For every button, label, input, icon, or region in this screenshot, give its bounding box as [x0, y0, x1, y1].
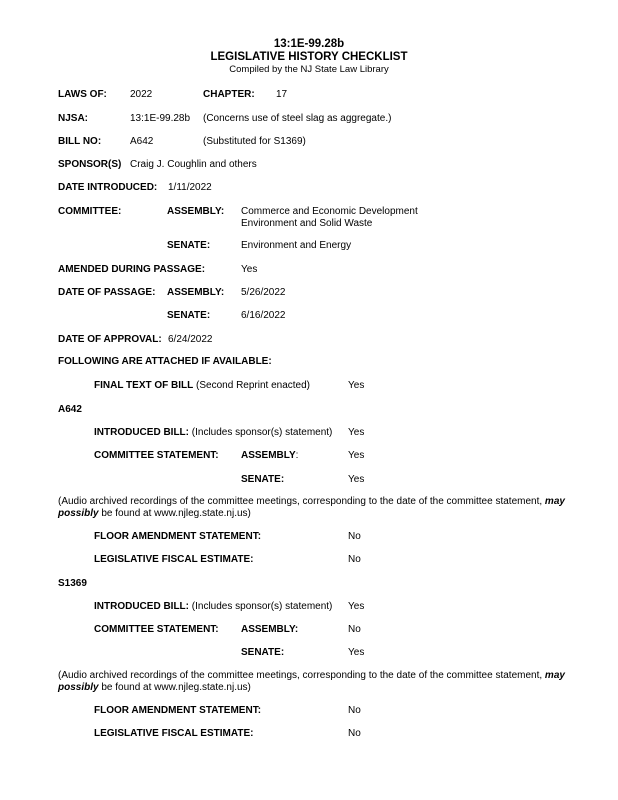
bill-s-audio-post: be found at www.njleg.state.nj.us) [98, 682, 251, 693]
bill-s-id: S1369 [58, 578, 87, 589]
approval-label: DATE OF APPROVAL: [58, 334, 162, 345]
date-introduced-label: DATE INTRODUCED: [58, 182, 158, 193]
bill-a-audio-post: be found at www.njleg.state.nj.us) [98, 508, 251, 519]
bill-s-audio-pre: (Audio archived recordings of the committee meetings, corresponding to the date of the committee statement, [58, 670, 545, 681]
bill-a-introduced [94, 427, 332, 439]
bill-a-cs-assembly-value: Yes [348, 450, 365, 461]
bill-s-cs-assembly-value: No [348, 624, 361, 635]
bill-s-floor-label: FLOOR AMENDMENT STATEMENT: [94, 705, 262, 716]
bill-s-cs-senate-value: Yes [348, 647, 365, 658]
bill-s-floor-value: No [348, 705, 361, 716]
chapter-label: CHAPTER: [203, 89, 255, 100]
committee-senate-value: Environment and Energy [241, 240, 352, 251]
section-number: 13:1E-99.28b [273, 38, 345, 50]
bill-a-cs-senate-label: SENATE: [241, 474, 285, 485]
bill-a-introduced-note: (Includes sponsor(s) statement) [189, 427, 333, 438]
sponsors-label: SPONSOR(S) [58, 159, 122, 170]
amended-value: Yes [241, 264, 258, 275]
bill-a-floor-label: FLOOR AMENDMENT STATEMENT: [94, 531, 262, 542]
bill-a-id: A642 [58, 404, 82, 415]
bill-a-cs-assembly [241, 450, 298, 462]
bill-a-introduced-value: Yes [348, 427, 365, 438]
njsa-label: NJSA: [58, 113, 89, 124]
bill-a-cs-assembly-colon: : [295, 450, 299, 461]
bill-a-audio-note [58, 496, 603, 520]
bill-no-value: A642 [130, 136, 154, 147]
compiled-by: Compiled by the NJ State Law Library [229, 64, 389, 75]
passage-senate-label: SENATE: [167, 310, 211, 321]
sponsors-value: Craig J. Coughlin and others [130, 159, 257, 170]
committee-assembly-line1: Commerce and Economic Development [241, 206, 418, 217]
bill-s-audio-em: may possibly [58, 670, 565, 693]
bill-no-note: (Substituted for S1369) [203, 136, 306, 147]
attached-heading: FOLLOWING ARE ATTACHED IF AVAILABLE: [58, 356, 272, 367]
passage-assembly-value: 5/26/2022 [241, 287, 286, 298]
bill-s-introduced-value: Yes [348, 601, 365, 612]
laws-of-label: LAWS OF: [58, 89, 107, 100]
bill-s-cs-label: COMMITTEE STATEMENT: [94, 624, 219, 635]
passage-label: DATE OF PASSAGE: [58, 287, 156, 298]
final-text-row [94, 380, 310, 392]
final-text-label: FINAL TEXT OF BILL [94, 380, 194, 391]
committee-label: COMMITTEE: [58, 206, 122, 217]
bill-a-fiscal-value: No [348, 554, 361, 565]
final-text-note: (Second Reprint enacted) [193, 380, 310, 391]
bill-no-label: BILL NO: [58, 136, 102, 147]
bill-s-audio-note [58, 670, 603, 694]
bill-s-fiscal-label: LEGISLATIVE FISCAL ESTIMATE: [94, 728, 254, 739]
bill-s-introduced [94, 601, 332, 613]
bill-s-introduced-label: INTRODUCED BILL: [94, 601, 189, 612]
bill-a-cs-assembly-label: ASSEMBLY [241, 450, 296, 461]
bill-a-introduced-label: INTRODUCED BILL: [94, 427, 189, 438]
passage-assembly-label: ASSEMBLY: [167, 287, 225, 298]
bill-a-fiscal-label: LEGISLATIVE FISCAL ESTIMATE: [94, 554, 254, 565]
committee-assembly-line2: Environment and Solid Waste [241, 218, 373, 229]
passage-senate-value: 6/16/2022 [241, 310, 286, 321]
chapter-value: 17 [276, 89, 288, 100]
bill-s-introduced-note: (Includes sponsor(s) statement) [189, 601, 333, 612]
bill-a-audio-em: may possibly [58, 496, 565, 519]
bill-a-audio-pre: (Audio archived recordings of the committee meetings, corresponding to the date of the committee statement, [58, 496, 545, 507]
bill-a-cs-label: COMMITTEE STATEMENT: [94, 450, 219, 461]
committee-assembly-label: ASSEMBLY: [167, 206, 225, 217]
page-title: LEGISLATIVE HISTORY CHECKLIST [210, 51, 408, 63]
njsa-note: (Concerns use of steel slag as aggregate.) [203, 113, 392, 124]
committee-senate-label: SENATE: [167, 240, 211, 251]
bill-a-cs-senate-value: Yes [348, 474, 365, 485]
njsa-value: 13:1E-99.28b [130, 113, 191, 124]
laws-of-value: 2022 [130, 89, 153, 100]
bill-s-cs-senate-label: SENATE: [241, 647, 285, 658]
bill-s-cs-assembly-label: ASSEMBLY: [241, 624, 299, 635]
bill-s-fiscal-value: No [348, 728, 361, 739]
final-text-value: Yes [348, 380, 365, 391]
date-introduced-value: 1/11/2022 [168, 182, 212, 193]
amended-label: AMENDED DURING PASSAGE: [58, 264, 206, 275]
approval-value: 6/24/2022 [168, 334, 213, 345]
bill-a-floor-value: No [348, 531, 361, 542]
